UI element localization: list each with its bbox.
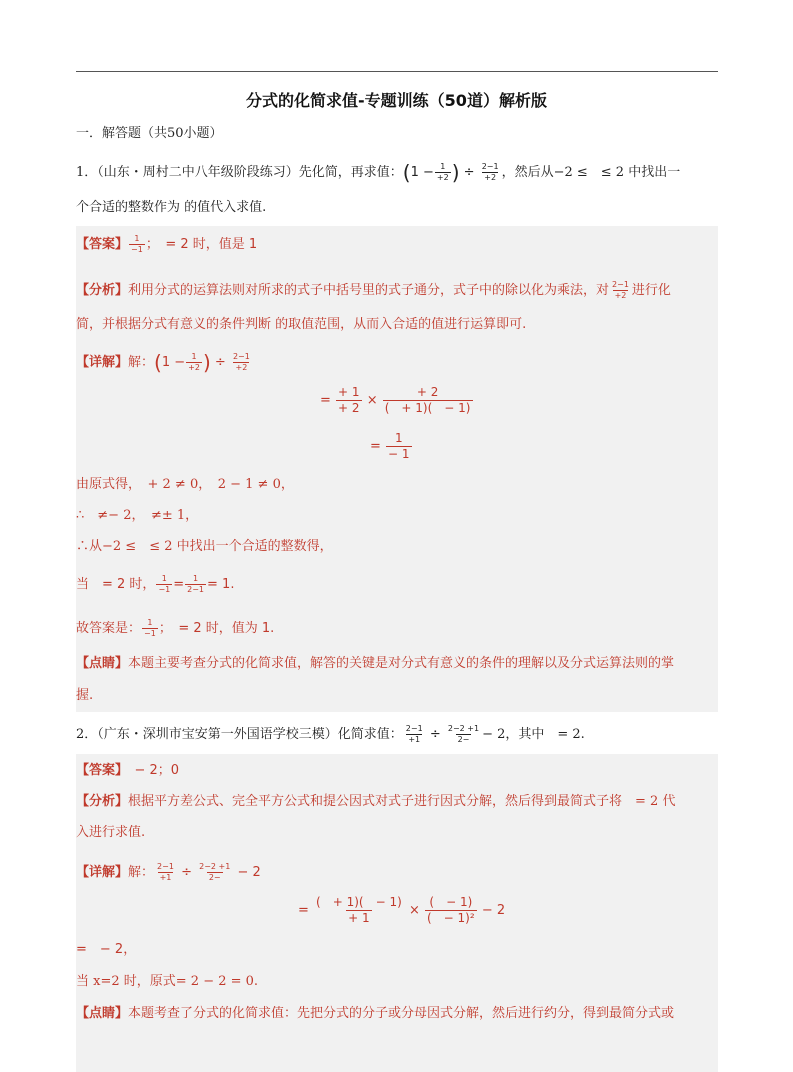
q1-substitution: 当 = 2 时， $\frac{1}{-1}$ = $\frac{1}{2-1}$ = 1. — [76, 574, 235, 594]
q2-analysis-line1: 【分析】根据平方差公式、完全平方公式和提公因式对式子进行因式分解，然后得到最简式子将 = 2 代 — [76, 794, 676, 809]
q1-answer: 【答案】 $\frac{1}{-1}$ ； = 2 时，值是 1 — [76, 234, 258, 254]
q2-substitution: 当 x=2 时，原式= 2 − 2 = 0. — [76, 974, 259, 989]
q1-final-answer: 故答案是： $\frac{1}{-1}$ ； = 2 时，值为 1. — [76, 618, 275, 638]
header-rule — [76, 71, 718, 72]
q1-statement-line2: 个合适的整数作为 的值代入求值. — [76, 200, 267, 215]
q1-comment-line2: 握. — [76, 688, 94, 703]
q2-answer: 【答案】 − 2；0 — [76, 763, 180, 778]
q1-step1: = $\frac{+ 1}{+ 2}$ × $\frac{+ 2}{( + 1)( - 1)}$ — [320, 385, 471, 415]
q1-statement-line1: 1．（山东・周村二中八年级阶段练习）先化简，再求值：(1 − $\frac{1}{+2}$ ) ÷ $\frac{2-1}{+2}$ ，然后从−2 ≤ ≤ 2 中找出一 — [76, 160, 681, 185]
q1-condition-2: ∴ ≠− 2， ≠± 1， — [76, 508, 199, 523]
q1-analysis-line2: 简，并根据分式有意义的条件判断 的取值范围，从而入合适的值进行运算即可. — [76, 317, 527, 332]
q1-analysis-line1: 【分析】利用分式的运算法则对所求的式子中括号里的式子通分，式子中的除以化为乘法，对 $\frac{2-1}{+2}$ 进行化 — [76, 280, 671, 300]
q1-detail-line: 【详解】解：(1 − $\frac{1}{+2}$ ) ÷ $\frac{2-1}{+2}$ — [76, 350, 250, 375]
q1-comment-line1: 【点睛】本题主要考查分式的化简求值，解答的关键是对分式有意义的条件的理解以及分式运算法则的掌 — [76, 656, 675, 671]
q1-step2: = $\frac{1}{- 1}$ — [370, 431, 410, 461]
document-title: 分式的化简求值-专题训练（50道）解析版 — [246, 91, 547, 110]
q2-analysis-line2: 入进行求值. — [76, 825, 146, 840]
q2-comment-line1: 【点睛】本题考查了分式的化简求值：先把分式的分子或分母因式分解，然后进行约分，得到最简分式或 — [76, 1006, 675, 1021]
q2-detail-line: 【详解】解： $\frac{2-1}{+1}$ ÷ $\frac{2-2 +1}{2-}$ − 2 — [76, 862, 261, 882]
section-heading: 一．解答题（共50小题） — [76, 126, 223, 141]
q2-statement: 2．（广东・深圳市宝安第一外国语学校三模）化简求值： $\frac{2-1}{+1}$ ÷ $\frac{2-2 +1}{2-}$ − 2，其中 = 2. — [76, 724, 585, 744]
q1-condition-1: 由原式得， + 2 ≠ 0， 2 − 1 ≠ 0， — [76, 477, 294, 492]
q2-step2: = − 2， — [76, 942, 137, 957]
q2-step1: = $\frac{( + 1)( - 1)}{+ 1}$ × $\frac{( - 1)}{\text{( − 1)²}}$ − 2 — [298, 895, 506, 925]
q1-condition-3: ∴从−2 ≤ ≤ 2 中找出一个合适的整数得， — [76, 539, 333, 554]
